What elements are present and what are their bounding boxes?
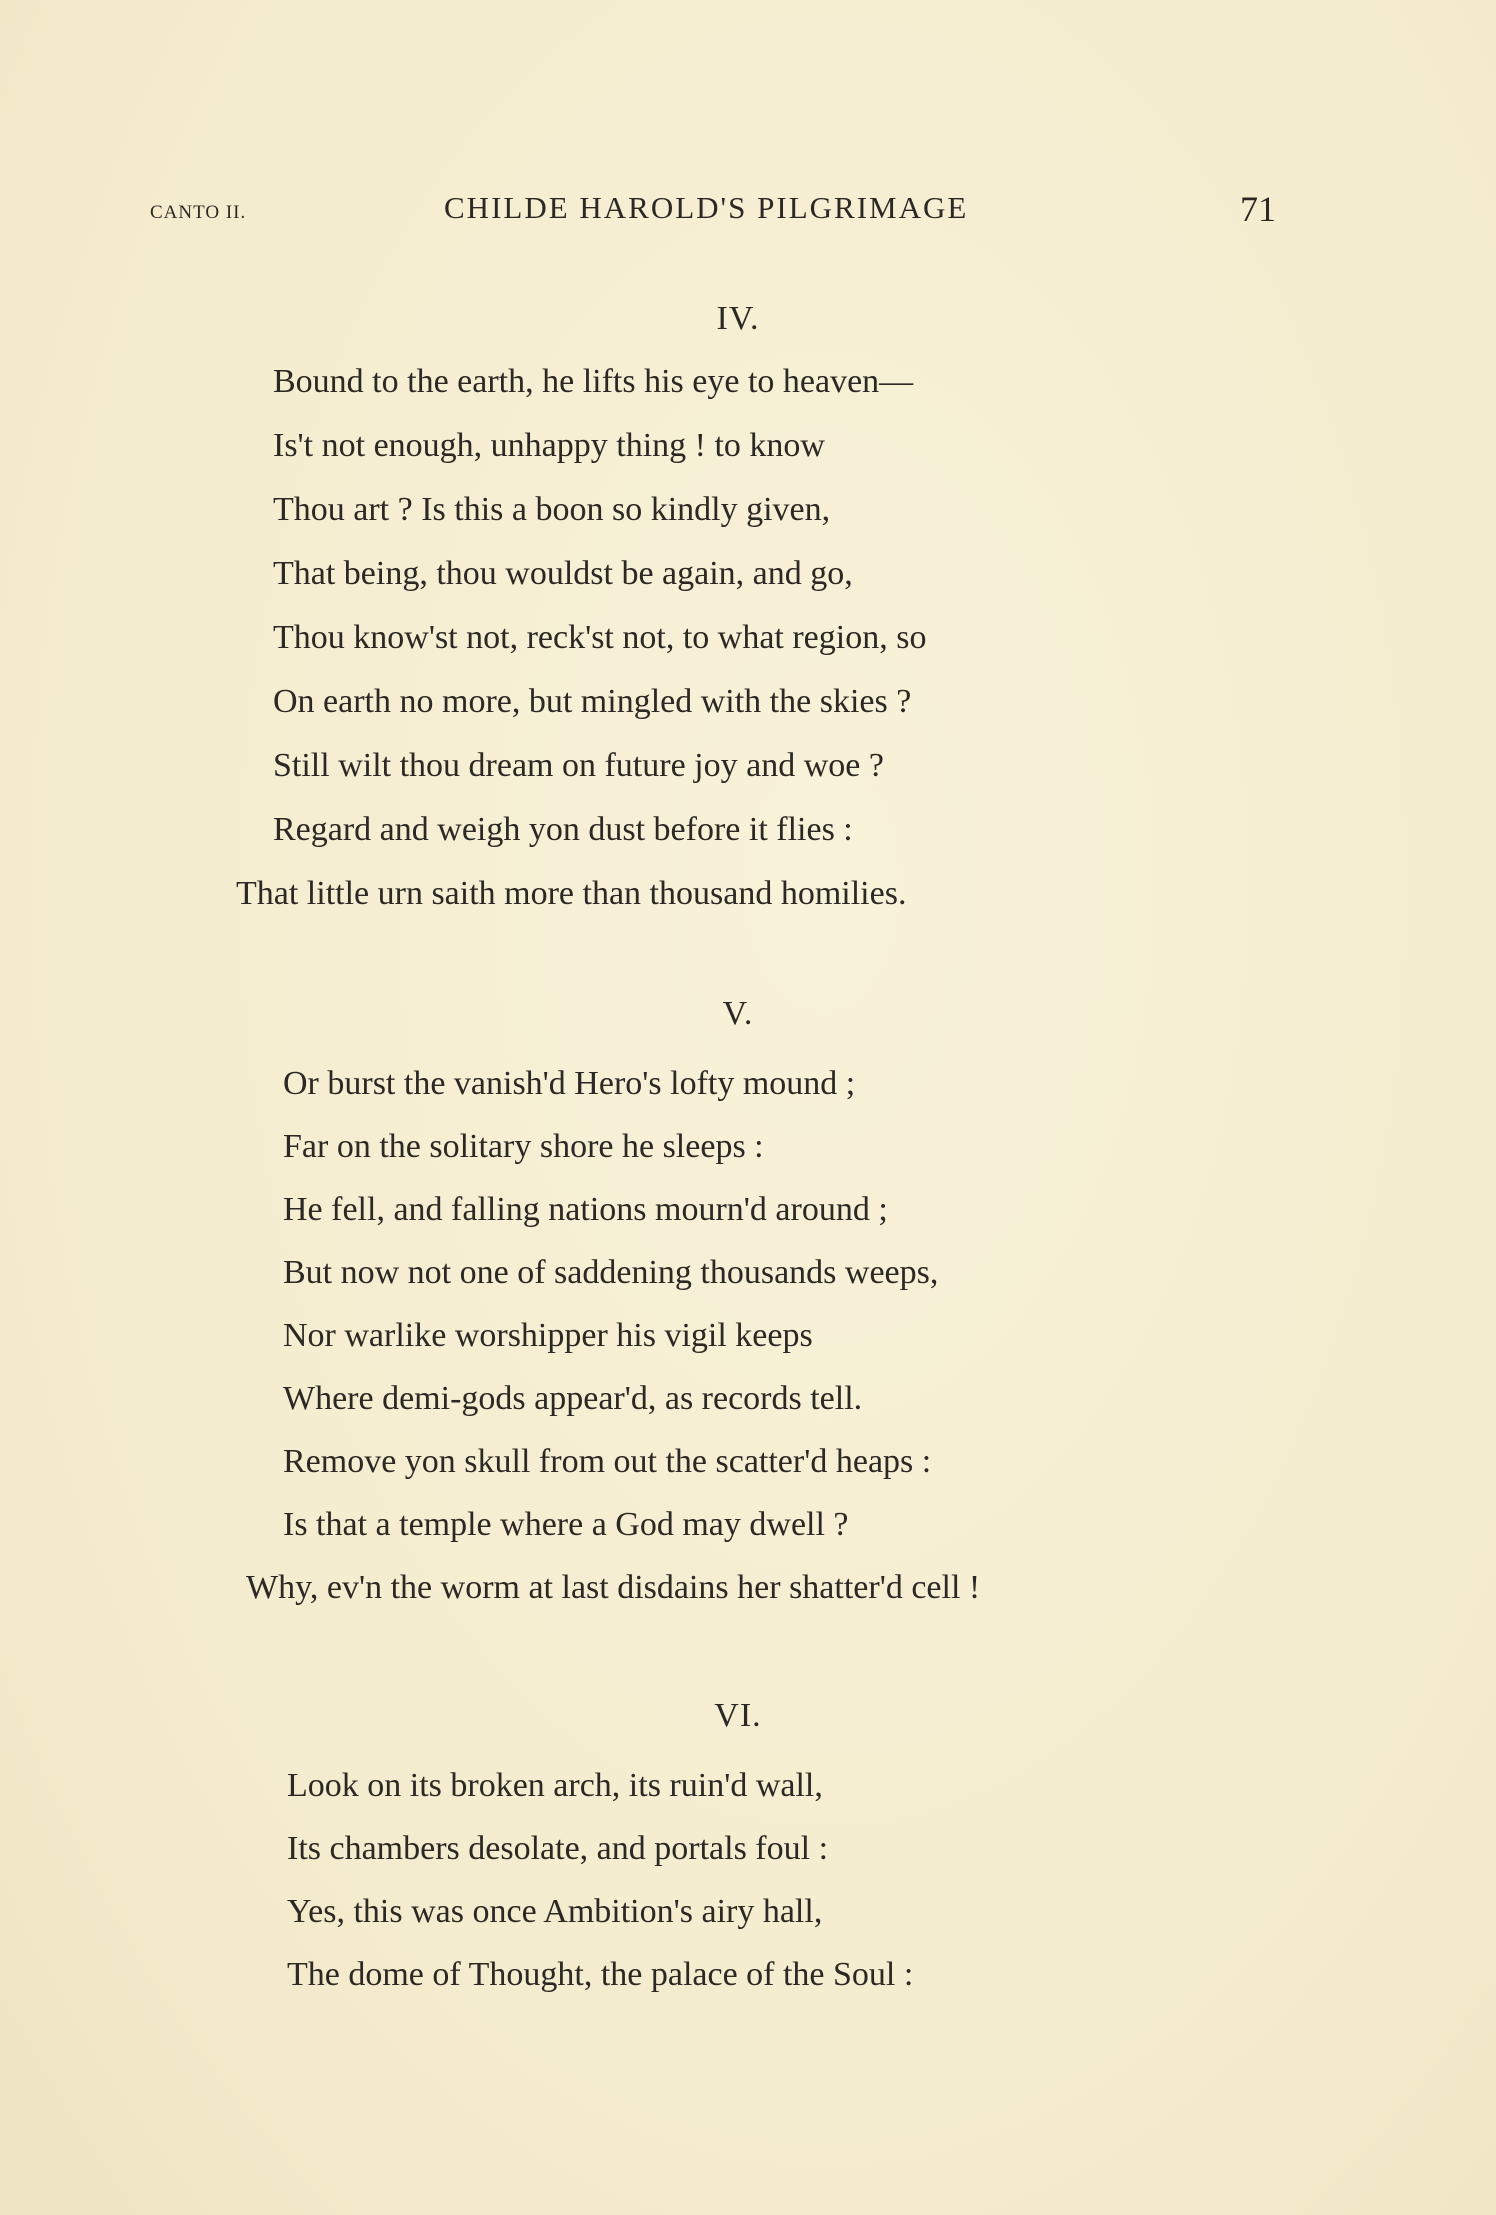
- verse-line: Thou know'st not, reck'st not, to what region, so: [273, 619, 927, 656]
- verse-line: But now not one of saddening thousands weeps,: [283, 1254, 939, 1291]
- verse-line: Why, ev'n the worm at last disdains her shatter'd cell !: [246, 1569, 981, 1606]
- canto-label: CANTO II.: [150, 202, 247, 223]
- running-header: [0, 188, 1496, 238]
- book-title: CHILDE HAROLD'S PILGRIMAGE: [444, 190, 969, 225]
- verse-line: Far on the solitary shore he sleeps :: [283, 1128, 764, 1165]
- verse-line: On earth no more, but mingled with the skies ?: [273, 683, 912, 720]
- verse-line: Its chambers desolate, and portals foul :: [287, 1830, 829, 1867]
- verse-line: Is't not enough, unhappy thing ! to know: [273, 427, 825, 464]
- verse-line: Thou art ? Is this a boon so kindly given,: [273, 491, 831, 528]
- verse-line: That being, thou wouldst be again, and go,: [273, 555, 853, 592]
- verse-line: Remove yon skull from out the scatter'd heaps :: [283, 1443, 932, 1480]
- verse-line: Yes, this was once Ambition's airy hall,: [287, 1893, 823, 1930]
- stanza-numeral-iv: IV.: [716, 300, 760, 337]
- verse-line: Nor warlike worshipper his vigil keeps: [283, 1317, 813, 1354]
- verse-line: He fell, and falling nations mourn'd around ;: [283, 1191, 888, 1228]
- verse-line: Or burst the vanish'd Hero's lofty mound ;: [283, 1065, 856, 1102]
- verse-line: That little urn saith more than thousand homilies.: [236, 875, 907, 912]
- verse-line: Still wilt thou dream on future joy and woe ?: [273, 747, 884, 784]
- page-number: 71: [1240, 189, 1276, 229]
- verse-line: Regard and weigh yon dust before it flies :: [273, 811, 853, 848]
- stanza-numeral-vi: VI.: [714, 1697, 762, 1734]
- verse-line: Where demi-gods appear'd, as records tell.: [283, 1380, 863, 1417]
- stanza-numeral-v: V.: [722, 995, 754, 1032]
- verse-line: Bound to the earth, he lifts his eye to heaven—: [273, 363, 914, 400]
- verse-line: Is that a temple where a God may dwell ?: [283, 1506, 849, 1543]
- verse-line: The dome of Thought, the palace of the Soul :: [287, 1956, 914, 1993]
- verse-line: Look on its broken arch, its ruin'd wall,: [287, 1767, 823, 1804]
